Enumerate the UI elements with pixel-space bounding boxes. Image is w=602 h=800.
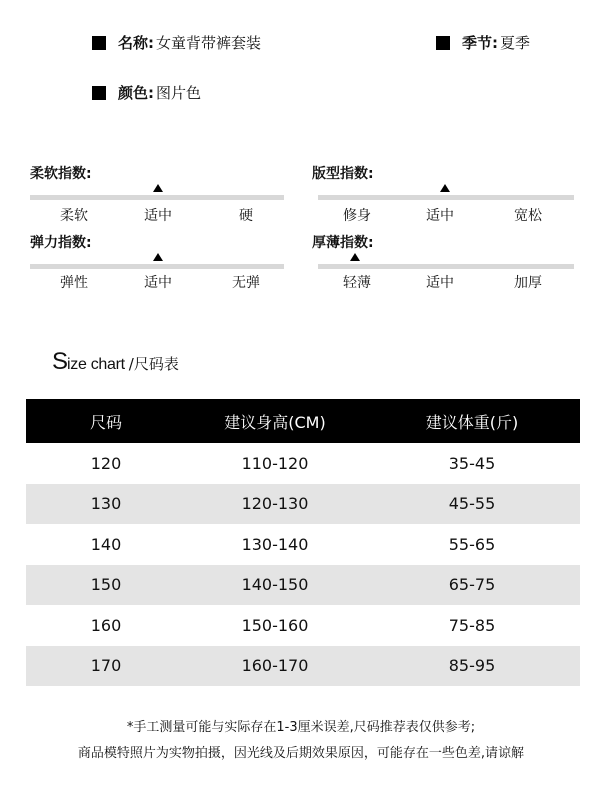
size-chart-heading: [52, 348, 179, 376]
cell-size: 160: [90, 615, 122, 635]
thickness-title: 厚薄指数:: [312, 235, 374, 251]
fit-title: 版型指数:: [312, 166, 374, 182]
thickness-label-high: 加厚: [514, 275, 542, 291]
softness-marker-icon: [153, 184, 163, 192]
table-row: [26, 605, 580, 646]
elasticity-marker-icon: [153, 253, 163, 261]
info-color: [92, 82, 201, 103]
note-color-difference: 商品模特照片为实物拍摄，因光线及后期效果原因，可能存在一些色差,请谅解: [77, 746, 525, 761]
fit-marker-icon: [440, 184, 450, 192]
cell-height: 140-150: [241, 575, 309, 595]
cell-size: 120: [90, 453, 122, 473]
bullet-square-icon: [92, 36, 106, 50]
cell-height: 130-140: [241, 534, 309, 554]
table-row: [26, 565, 580, 606]
size-chart-heading-initial: S: [52, 348, 68, 375]
info-season: [436, 32, 530, 53]
color-label: 颜色:: [118, 84, 154, 102]
fit-label-mid: 适中: [426, 208, 454, 224]
header-weight: 建议体重(斤): [425, 412, 519, 432]
cell-size: 130: [90, 494, 122, 514]
elasticity-bar: [30, 264, 284, 269]
elasticity-label-low: 弹性: [60, 275, 88, 291]
cell-weight: 65-75: [448, 575, 496, 595]
bullet-square-icon: [92, 86, 106, 100]
cell-size: 140: [90, 534, 122, 554]
elasticity-label-mid: 适中: [144, 275, 172, 291]
table-header: [26, 399, 580, 443]
season-label: 季节:: [462, 34, 498, 52]
header-size: 尺码: [89, 412, 122, 432]
thickness-label-low: 轻薄: [343, 275, 371, 291]
cell-weight: 55-65: [448, 534, 496, 554]
thickness-bar: [318, 264, 574, 269]
info-name: [92, 32, 261, 53]
table-row: [26, 484, 580, 525]
cell-size: 170: [90, 656, 122, 676]
header-height: 建议身高(CM): [224, 412, 326, 432]
fit-label-low: 修身: [343, 208, 371, 224]
name-value: 女童背带裤套装: [156, 34, 262, 52]
size-chart-heading-text: ize chart: [67, 356, 125, 373]
table-row: [26, 524, 580, 565]
thickness-label-mid: 适中: [426, 275, 454, 291]
size-table: [26, 399, 580, 686]
cell-height: 110-120: [241, 453, 309, 473]
softness-label-mid: 适中: [144, 208, 172, 224]
cell-height: 150-160: [241, 615, 309, 635]
thickness-marker-icon: [350, 253, 360, 261]
fit-bar: [318, 195, 574, 200]
cell-height: 160-170: [241, 656, 309, 676]
softness-bar: [30, 195, 284, 200]
table-row: [26, 443, 580, 484]
cell-height: 120-130: [241, 494, 309, 514]
softness-title: 柔软指数:: [30, 166, 92, 182]
note-measurement: *手工测量可能与实际存在1-3厘米误差,尺码推荐表仅供参考;: [126, 720, 476, 735]
bullet-square-icon: [436, 36, 450, 50]
cell-weight: 35-45: [448, 453, 496, 473]
name-label: 名称:: [118, 34, 154, 52]
size-chart-heading-cn: /尺码表: [128, 355, 179, 373]
cell-size: 150: [90, 575, 122, 595]
cell-weight: 45-55: [448, 494, 496, 514]
cell-weight: 75-85: [448, 615, 496, 635]
elasticity-label-high: 无弹: [232, 275, 260, 291]
softness-label-high: 硬: [239, 208, 253, 224]
table-row: [26, 646, 580, 687]
fit-label-high: 宽松: [514, 208, 542, 224]
softness-label-low: 柔软: [60, 208, 88, 224]
color-value: 图片色: [156, 84, 202, 102]
elasticity-title: 弹力指数:: [30, 235, 92, 251]
season-value: 夏季: [500, 34, 531, 52]
cell-weight: 85-95: [448, 656, 496, 676]
